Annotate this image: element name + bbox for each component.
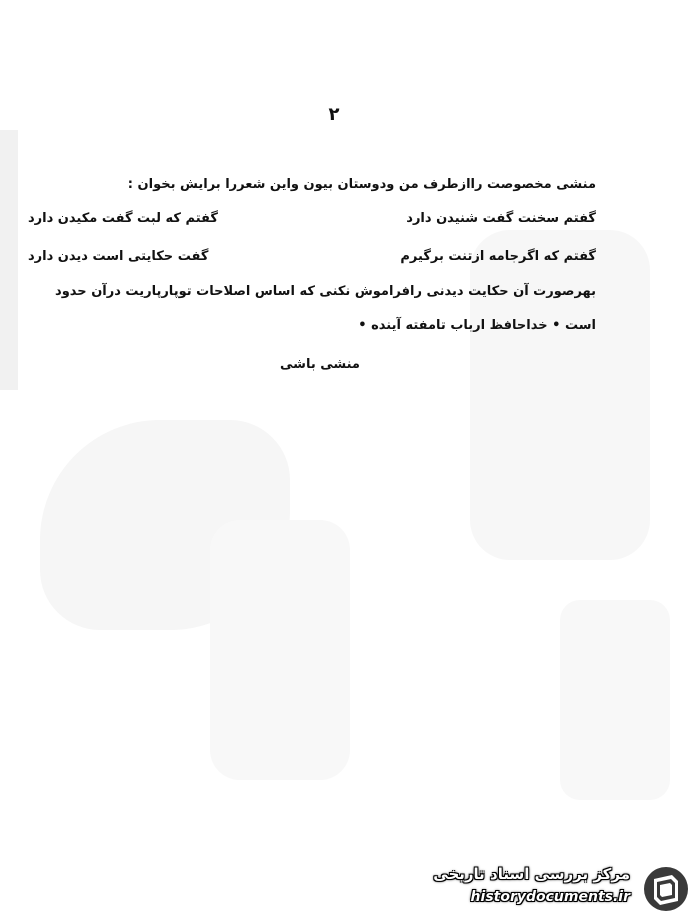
background-watermark-shape [560,600,670,800]
background-watermark-shape [470,230,650,560]
scan-edge-shadow [0,130,18,390]
page-number: ۲ [328,104,340,125]
archive-logo-icon [642,865,690,913]
archive-watermark [400,863,690,915]
archive-url: historydocuments.ir [470,889,630,905]
poem-verse [28,210,596,230]
signature: منشی باشی [280,357,360,372]
verse-left-hemistich: گفتم که لبت گفت مکیدن دارد [28,211,218,226]
verse-left-hemistich: گفت حکایتی است دیدن دارد [28,249,209,264]
poem-verse [28,248,596,268]
letter-line: است • خداحافظ ارباب تامفته آینده • [358,318,596,333]
verse-right-hemistich: گفتم سخنت گفت شنیدن دارد [406,211,596,226]
verse-right-hemistich: گفتم که اگرجامه ازتنت برگیرم [400,249,596,264]
letter-line: منشی مخصوصت راازطرف من ودوستان بیون واین شعررا برایش بخوان : [127,177,596,192]
letter-line: بهرصورت آن حکایت دیدنی رافراموش نکنی که اساس اصلاحات توپارپاریت درآن حدود [55,284,596,299]
archive-title: مرکز بررسی اسناد تاریخی [433,865,630,883]
background-watermark-shape [210,520,350,780]
